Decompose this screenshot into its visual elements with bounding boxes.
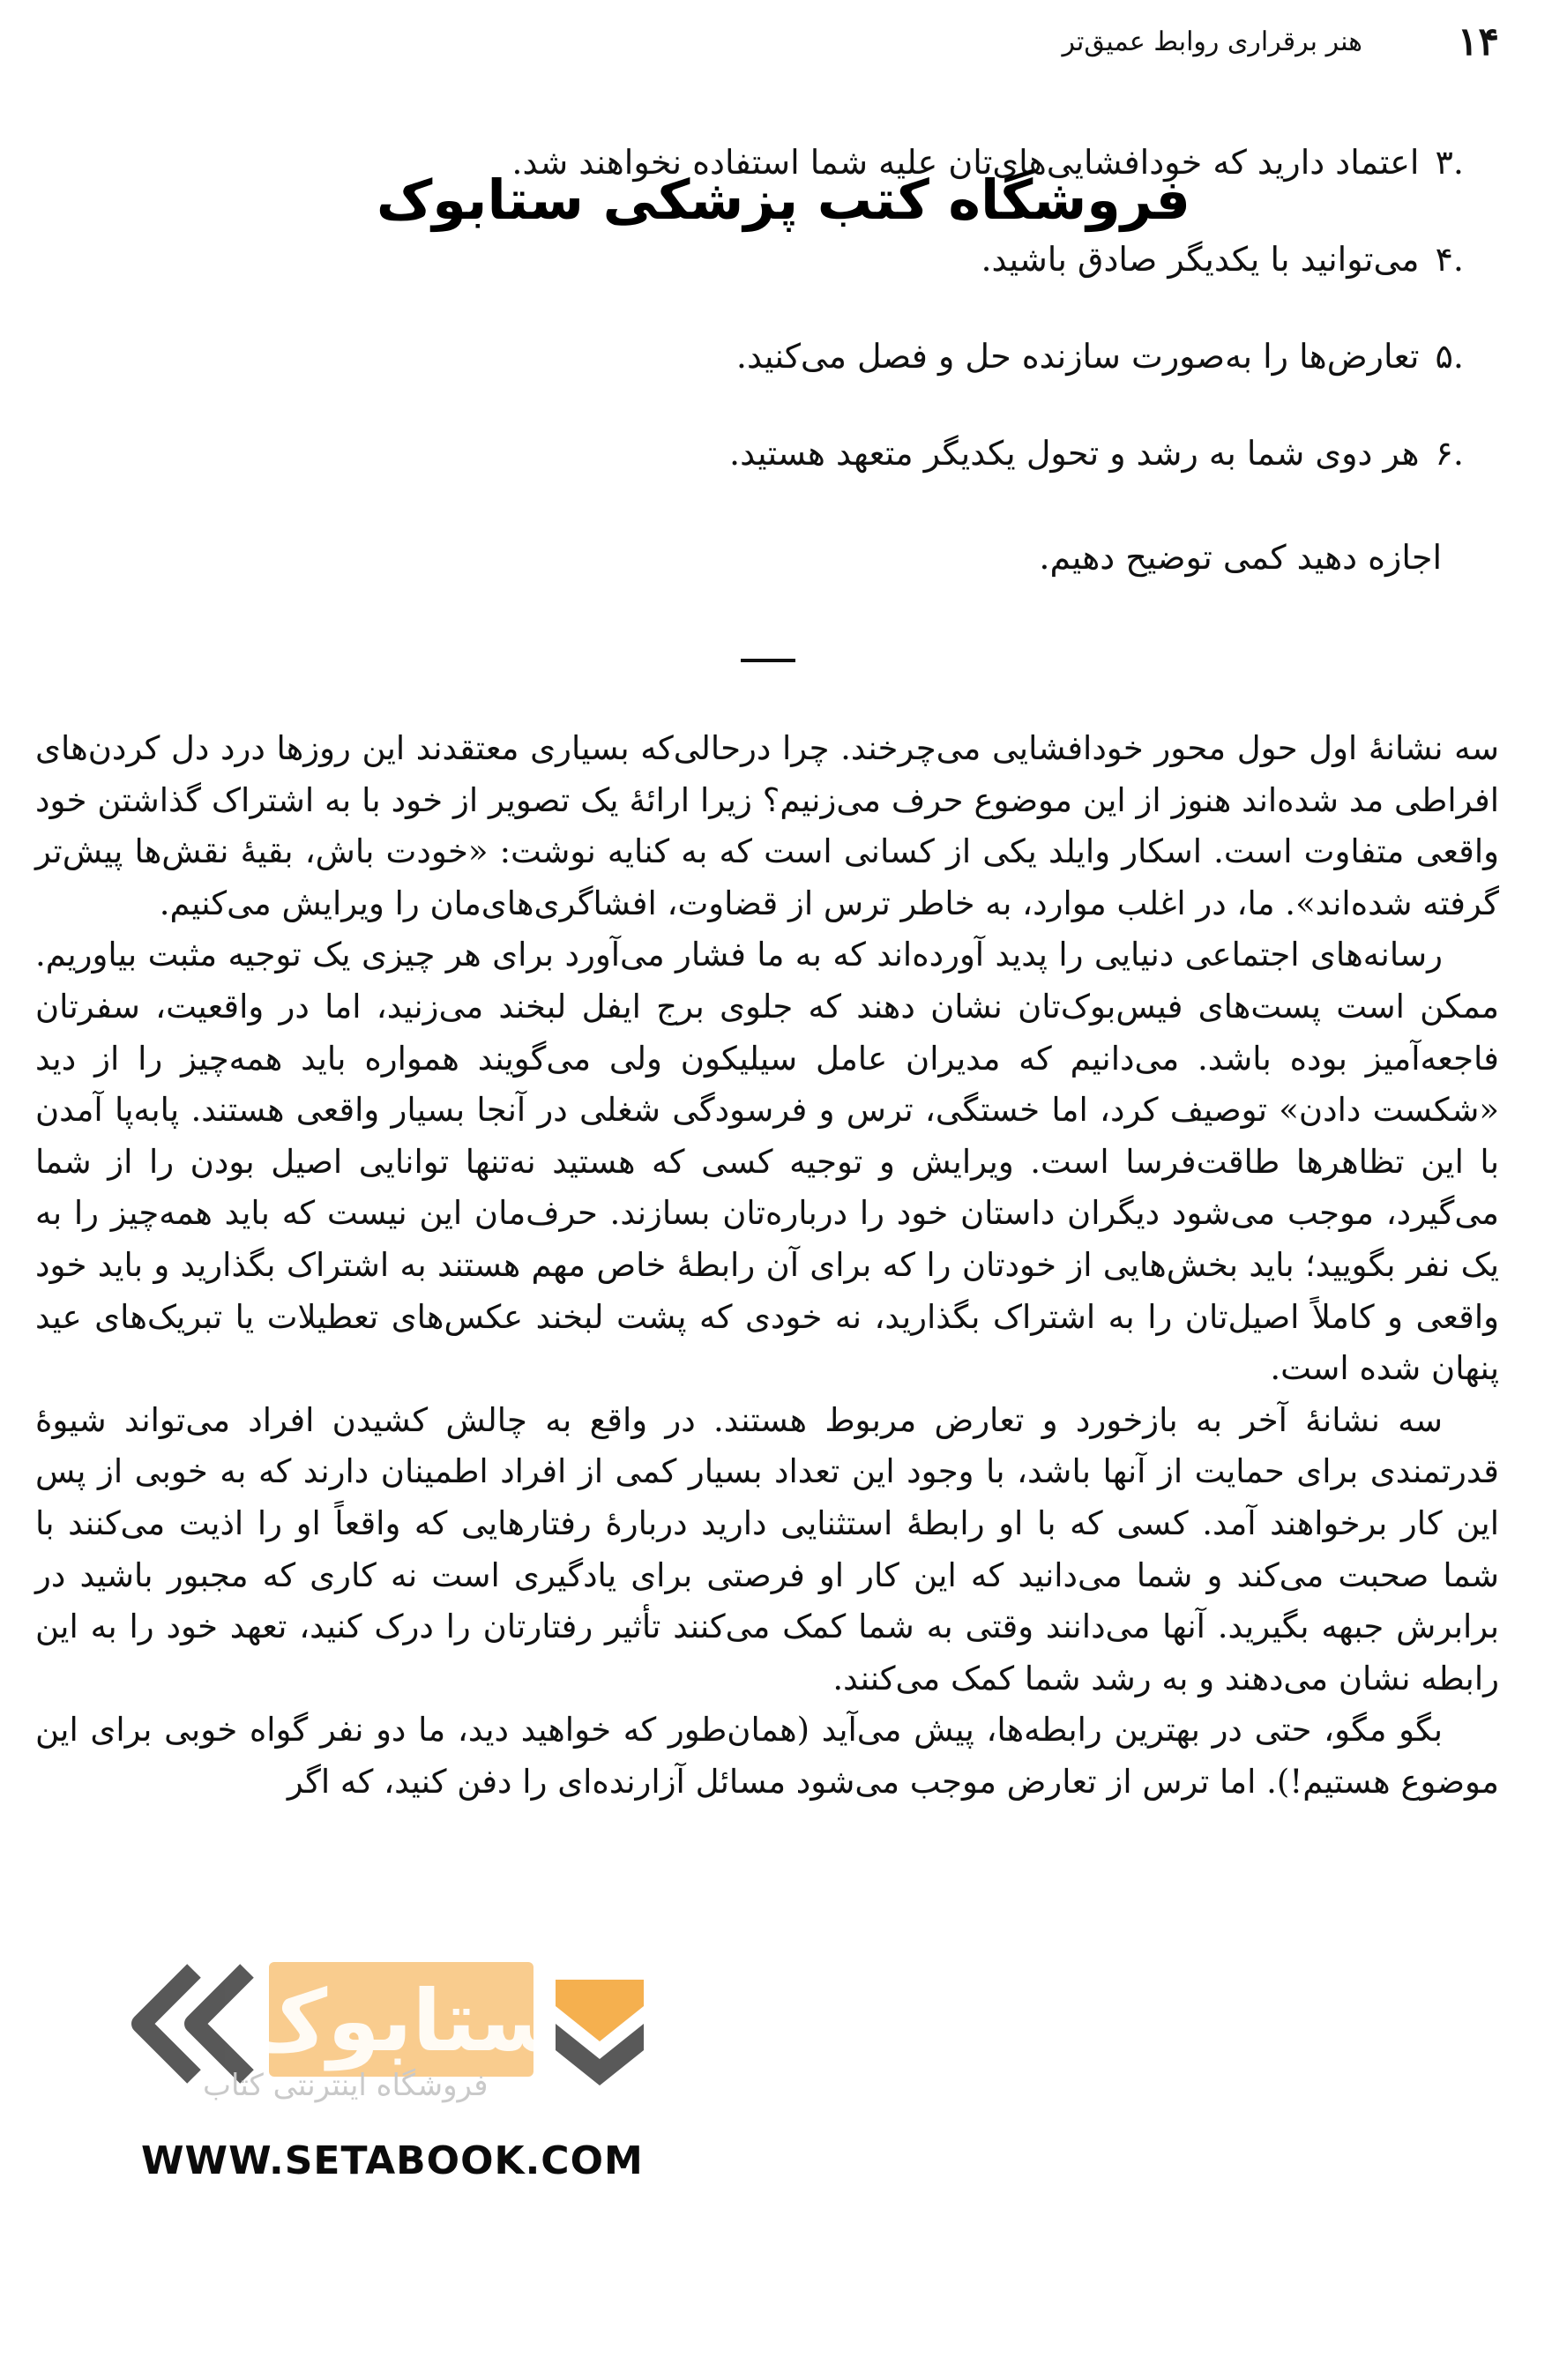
logo-text: ستابوک — [240, 1972, 563, 2070]
list-number: .۵ — [1435, 337, 1464, 376]
paragraph: رسانه‌های اجتماعی دنیایی را پدید آورده‌اند که به ما فشار می‌آورد برای هر چیزی یک توجیه مثبت بیاوریم. ممکن است پست‌های فیس‌بوک‌تان نشان دهند که جلوی برج ایفل لبخند می‌زنید، اما در واقعیت، سفرتان فاجعه‌آمیز بوده باشد. می‌دانیم که مدیران عامل سیلیکون ولی می‌گویند همواره باید همه‌چیز را از دید «شکست دادن» توصیف کرد، اما خستگی، ترس و فرسودگی شغلی در آنجا بسیار واقعی هستند. پابه‌پا آمدن با این تظاهرها طاقت‌فرسا است. ویرایش و توجیه کسی که هستید نه‌تنها توانایی اصیل بودن را از شما می‌گیرد، موجب می‌شود دیگران داستان خود را درباره‌تان بسازند. حرف‌مان این نیست که باید همه‌چیز را به یک نفر بگویید؛ باید بخش‌هایی از خودتان را که برای آن رابطهٔ خاص مهم هستند به اشتراک بگذارید و باید خود واقعی و کاملاً اصیل‌تان را به اشتراک بگذارید، نه خودی که پشت لبخند عکس‌های تعطیلات یا تبریک‌های عید پنهان شده است. — [35, 936, 1499, 1388]
list-number: .۶ — [1435, 434, 1464, 473]
list-number: .۳ — [1435, 143, 1464, 182]
list-text: اعتماد دارید که خودافشایی‌های‌تان علیه شما استفاده نخواهند شد. — [511, 143, 1420, 182]
list-text: هر دوی شما به رشد و تحول یکدیگر متعهد هستید. — [729, 434, 1420, 473]
page-number: ۱۴ — [1457, 19, 1499, 64]
running-header — [0, 19, 1552, 72]
store-url: WWW.SETABOOK.COM — [141, 2138, 644, 2183]
running-title: هنر برقراری روابط عمیق‌تر — [1062, 26, 1362, 57]
list-item — [406, 238, 1464, 280]
section-divider — [741, 659, 795, 662]
list-text: می‌توانید با یکدیگر صادق باشید. — [981, 240, 1420, 279]
store-watermark: فروشگاه کتب پزشکی ستابوک — [376, 168, 1190, 232]
intro-sentence: اجازه دهید کمی توضیح دهیم. — [1039, 538, 1442, 577]
list-text: تعارض‌ها را به‌صورت سازنده حل و فصل می‌کنید. — [735, 337, 1420, 376]
body-text — [35, 723, 1499, 1808]
list-item — [406, 432, 1464, 474]
logo-subtitle: فروشگاه اینترنتی کتاب — [203, 2068, 489, 2103]
list-item — [406, 335, 1464, 377]
paragraph: سه نشانهٔ اول حول محور خودافشایی می‌چرخند. چرا درحالی‌که بسیاری معتقدند این روزها درد دل کردن‌های افراطی مد شده‌اند هنوز از این موضوع حرف می‌زنیم؟ زیرا ارائهٔ یک تصویر از خود با به اشتراک گذاشتن خود واقعی متفاوت است. اسکار وایلد یکی از کسانی است که به کنایه نوشت: «خودت باش، بقیهٔ نقش‌ها پیش‌تر گرفته شده‌اند». ما، در اغلب موارد، به خاطر ترس از قضاوت، افشاگری‌های‌مان را ویرایش می‌کنیم. — [35, 729, 1499, 922]
paragraph: بگو مگو، حتی در بهترین رابطه‌ها، پیش می‌آید (همان‌طور که خواهید دید، ما دو نفر گواه خوبی برای این موضوع هستیم!). اما ترس از تعارض موجب می‌شود مسائل آزارنده‌ای را دفن کنید، که اگر — [35, 1711, 1499, 1801]
list-number: .۴ — [1435, 240, 1464, 279]
paragraph: سه نشانهٔ آخر به بازخورد و تعارض مربوط هستند. در واقع به چالش کشیدن افراد می‌تواند شیوهٔ قدرتمندی برای حمایت از آنها باشد، با وجود این تعداد بسیار کمی از افراد اطمینان دارند که به خوبی از پس این کار برخواهند آمد. کسی که با او رابطهٔ استثنایی دارید دربارهٔ رفتارهایی که واقعاً او را اذیت می‌کنند با شما صحبت می‌کند و شما می‌دانید که این کار او فرصتی برای یادگیری است نه کاری که مجبور باشید در برابرش جبهه بگیرید. آنها می‌دانند وقتی به شما کمک می‌کنند تأثیر رفتارتان را درک کنید، تعهد خود را به این رابطه نشان می‌دهند و به رشد شما کمک می‌کنند. — [35, 1400, 1499, 1697]
